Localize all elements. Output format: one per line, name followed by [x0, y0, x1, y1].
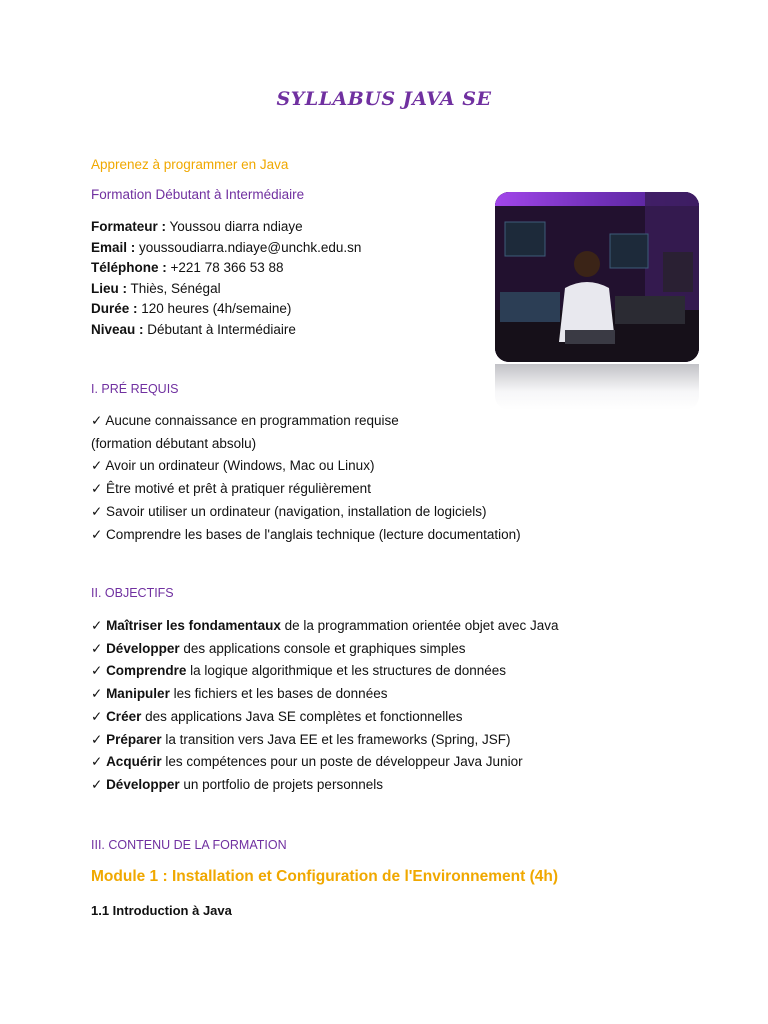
list-item: ✓ Comprendre les bases de l'anglais technique (lecture documentation)	[91, 526, 521, 542]
info-row-lieu: Lieu : Thiès, Sénégal	[91, 280, 221, 296]
studio-illustration	[495, 192, 699, 362]
info-row-telephone: Téléphone : +221 78 366 53 88	[91, 260, 284, 275]
list-item: ✓ Manipuler les fichiers et les bases de données	[91, 686, 388, 702]
list-item: ✓ Comprendre la logique algorithmique et les structures de données	[91, 663, 507, 679]
list-item: ✓ Créer des applications Java SE complètes et fonctionnelles	[91, 708, 463, 724]
info-row-formateur: Formateur : Youssou diarra ndiaye	[91, 219, 303, 234]
section-heading-objectifs: II. OBJECTIFS	[91, 586, 174, 600]
list-item: ✓ Développer un portfolio de projets personnels	[91, 776, 383, 792]
info-row-niveau: Niveau : Débutant à Intermédiaire	[91, 321, 296, 337]
section-heading-contenu: III. CONTENU DE LA FORMATION	[91, 838, 287, 852]
document-title: SYLLABUS JAVA SE	[276, 88, 492, 110]
objectifs-list	[91, 615, 559, 797]
list-item: ✓ Savoir utiliser un ordinateur (navigation, installation de logiciels)	[91, 503, 487, 519]
list-item: (formation débutant absolu)	[91, 435, 257, 451]
list-item: ✓ Acquérir les compétences pour un poste de développeur Java Junior	[91, 754, 523, 770]
trainer-photo	[495, 192, 699, 410]
list-item: ✓ Maîtriser les fondamentaux de la programmation orientée objet avec Java	[91, 618, 559, 633]
list-item: ✓ Développer des applications console et graphiques simples	[91, 640, 466, 656]
subtitle-learn-java: Apprenez à programmer en Java	[91, 157, 289, 172]
photo-reflection	[495, 364, 699, 410]
prerequis-list	[91, 410, 521, 546]
list-item: ✓ Préparer la transition vers Java EE et les frameworks (Spring, JSF)	[91, 731, 511, 747]
module-heading: Module 1 : Installation et Configuration de l'Environnement (4h)	[91, 868, 558, 885]
list-item: ✓ Aucune connaissance en programmation requise	[91, 413, 399, 428]
trainer-info	[91, 217, 361, 340]
trainer-photo-image	[495, 192, 699, 362]
info-row-email: Email : youssoudiarra.ndiaye@unchk.edu.sn	[91, 239, 362, 255]
subtitle-level: Formation Débutant à Intermédiaire	[91, 187, 305, 202]
subsection-heading: 1.1 Introduction à Java	[91, 903, 232, 918]
info-row-duree: Durée : 120 heures (4h/semaine)	[91, 301, 292, 316]
list-item: ✓ Être motivé et prêt à pratiquer régulièrement	[91, 481, 371, 497]
section-heading-prerequis: I. PRÉ REQUIS	[91, 382, 179, 396]
list-item: ✓ Avoir un ordinateur (Windows, Mac ou Linux)	[91, 458, 375, 474]
